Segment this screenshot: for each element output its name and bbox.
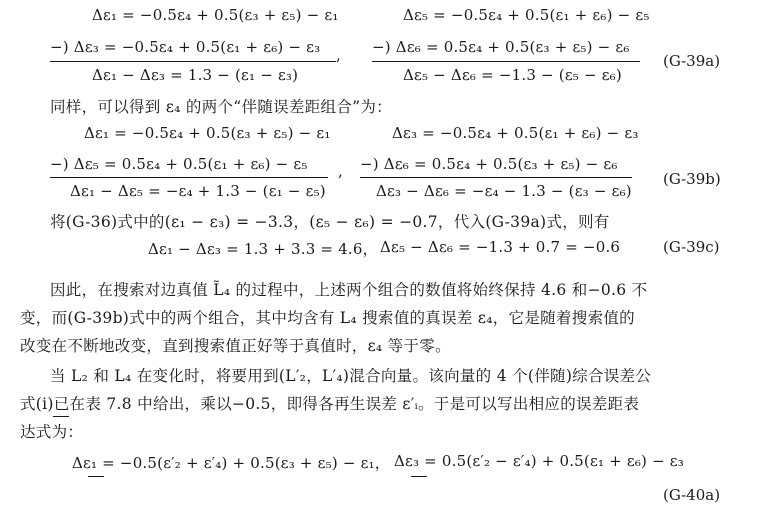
paragraph-1-line-3: 改变在不断地改变，直到搜索值正好等于真值时，ε₄ 等于零。 [20, 337, 451, 355]
eq-39c-left: Δε₁ − Δε₃ = 1.3 + 3.3 = 4.6， [148, 240, 378, 258]
eq-39a-separator: , [336, 46, 341, 64]
eq-39b-left-top: Δε₁ = −0.5ε₄ + 0.5(ε₃ + ε₅) − ε₁ [84, 124, 331, 142]
underline-i [53, 412, 69, 417]
eq-number-39c: (G-39c) [663, 238, 720, 256]
underline-eps1 [88, 472, 104, 477]
eq-number-39a: (G-39a) [663, 52, 721, 70]
eq-39a-right-mid: −) Δε₆ = 0.5ε₄ + 0.5(ε₃ + ε₅) − ε₆ [372, 38, 630, 56]
eq-39a-left-top: Δε₁ = −0.5ε₄ + 0.5(ε₃ + ε₅) − ε₁ [92, 6, 339, 24]
eq-39b-left-result: Δε₁ − Δε₅ = −ε₄ + 1.3 − (ε₁ − ε₅) [70, 182, 326, 200]
eq-39a-right-top: Δε₅ = −0.5ε₄ + 0.5(ε₁ + ε₆) − ε₅ [403, 6, 650, 24]
eq-39a-right-result: Δε₅ − Δε₆ = −1.3 − (ε₅ − ε₆) [403, 66, 622, 84]
eq-39b-left-rule [50, 177, 328, 178]
underline-eps3 [411, 472, 427, 477]
eq-39b-right-mid: −) Δε₆ = 0.5ε₄ + 0.5(ε₃ + ε₅) − ε₆ [360, 155, 618, 173]
paragraph-2-line-1: 当 L₂ 和 L₄ 在变化时，将要用到(L′₂，L′₄)混合向量。该向量的 4 个(伴随)综合误差公 [50, 367, 652, 385]
eq-39c-right: Δε₅ − Δε₆ = −1.3 + 0.7 = −0.6 [380, 238, 621, 256]
eq-39b-separator: , [338, 162, 343, 180]
paragraph-1-line-2: 变，而(G-39b)式中的两个组合，其中均含有 L₄ 搜索值的真误差 ε₄，它是随着搜索值的 [20, 309, 635, 327]
eq-40a-left: Δε₁ = −0.5(ε′₂ + ε′₄) + 0.5(ε₃ + ε₅) − ε₁， [72, 454, 390, 472]
paragraph-2-line-3: 达式为： [20, 423, 84, 441]
eq-39b-right-top: Δε₃ = −0.5ε₄ + 0.5(ε₁ + ε₆) − ε₃ [392, 124, 639, 142]
eq-39a-left-rule [50, 61, 336, 62]
eq-number-40a: (G-40a) [663, 486, 721, 504]
eq-40a-right: Δε₃ = 0.5(ε′₂ − ε′₄) + 0.5(ε₁ + ε₆) − ε₃ [394, 452, 684, 470]
eq-number-39b: (G-39b) [663, 170, 721, 188]
paragraph-1-line-1: 因此，在搜索对边真值 L̃₄ 的过程中，上述两个组合的数值将始终保持 4.6 和−0.6 不 [50, 281, 648, 299]
eq-39a-right-rule [372, 61, 640, 62]
eq-39a-left-result: Δε₁ − Δε₃ = 1.3 − (ε₁ − ε₃) [92, 66, 299, 84]
eq-39a-left-mid: −) Δε₃ = −0.5ε₄ + 0.5(ε₁ + ε₆) − ε₃ [50, 38, 321, 56]
eq-39b-right-result: Δε₃ − Δε₆ = −ε₄ − 1.3 − (ε₃ − ε₆) [376, 182, 632, 200]
text-substitute: 将(G-36)式中的(ε₁ − ε₃) = −3.3，(ε₅ − ε₆) = −0.7，代入(G-39a)式，则有 [50, 213, 610, 231]
eq-39b-left-mid: −) Δε₅ = 0.5ε₄ + 0.5(ε₁ + ε₆) − ε₅ [50, 155, 308, 173]
paragraph-2-line-2: 式(i)已在表 7.8 中给出，乘以−0.5，即得各再生误差 ε′ᵢ。于是可以写出相应的误差距表 [20, 395, 640, 413]
text-same-way: 同样，可以得到 ε₄ 的两个“伴随误差距组合”为： [50, 98, 392, 116]
eq-39b-right-rule [360, 177, 632, 178]
